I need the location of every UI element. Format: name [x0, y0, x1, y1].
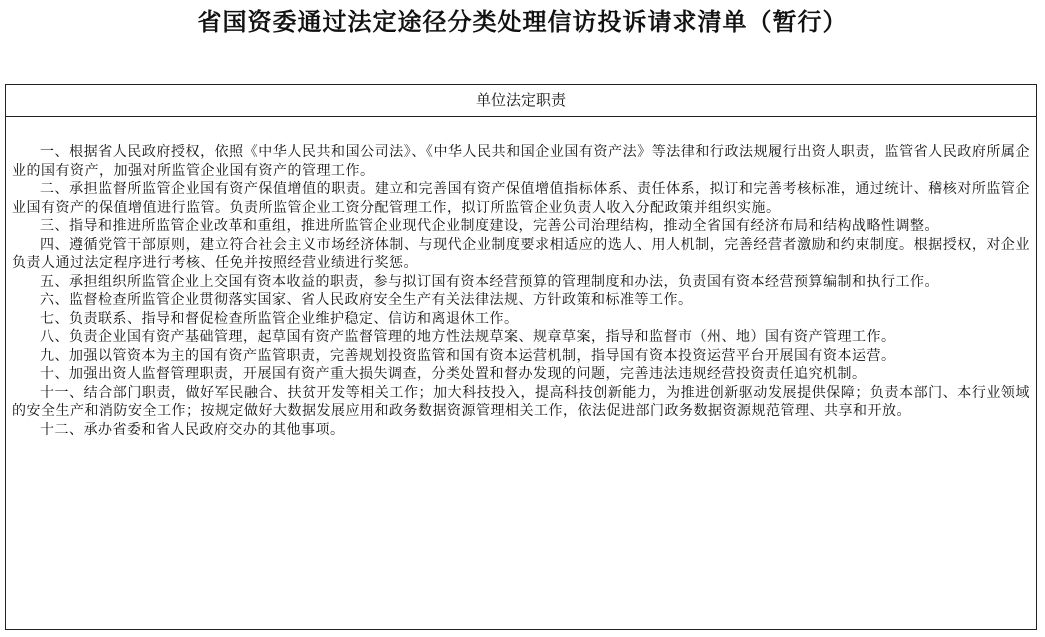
- duty-item-11: 十一、结合部门职责，做好军民融合、扶贫开发等相关工作；加大科技投入，提高科技创新能力，为推进创新驱动发展提供保障；负责本部门、本行业领域的安全生产和消防安全工作；按规定做好大数据发展应用和政务数据资源管理相关工作，依法促进部门政务数据资源规范管理、共享和开放。: [12, 384, 1030, 419]
- table-body: [6, 117, 1036, 439]
- duties-table: [5, 84, 1037, 630]
- duty-item-8: 八、负责企业国有资产基础管理，起草国有资产监督管理的地方性法规草案、规章草案，指导和监督市（州、地）国有资产管理工作。: [40, 329, 896, 345]
- duty-item-10: 十、加强出资人监督管理职责，开展国有资产重大损失调查，分类处置和督办发现的问题，完善违法违规经营投资责任追究机制。: [40, 366, 867, 382]
- duty-item-12: 十二、承办省委和省人民政府交办的其他事项。: [40, 421, 345, 438]
- duty-item-1: 一、根据省人民政府授权，依照《中华人民共和国公司法》、《中华人民共和国企业国有资产法》等法律和行政法规履行出资人职责，监管省人民政府所属企业的国有资产，加强对所监管企业国有资产的管理工作。: [12, 144, 1030, 179]
- duty-item-2: 二、承担监督所监管企业国有资产保值增值的职责。建立和完善国有资产保值增值指标体系、责任体系，拟订和完善考核标准，通过统计、稽核对所监管企业国有资产的保值增值进行监管。负责所监管企业工资分配管理工作，拟订所监管企业负责人收入分配政策并组织实施。: [12, 181, 1030, 216]
- table-header: 单位法定职责: [6, 85, 1036, 117]
- document-title: 省国资委通过法定途径分类处理信访投诉请求清单（暂行）: [197, 7, 848, 36]
- duty-item-7: 七、负责联系、指导和督促检查所监管企业维护稳定、信访和离退休工作。: [40, 310, 519, 327]
- duty-item-5: 五、承担组织所监管企业上交国有资本收益的职责，参与拟订国有资本经营预算的管理制度和办法，负责国有资本经营预算编制和执行工作。: [40, 273, 939, 290]
- duty-item-4: 四、遵循党管干部原则，建立符合社会主义市场经济体制、与现代企业制度要求相适应的选人、用人机制，完善经营者激励和约束制度。根据授权，对企业负责人通过法定程序进行考核、任免并按照经营业绩进行奖惩。: [12, 236, 1030, 271]
- duty-item-9: 九、加强以管资本为主的国有资产监管职责，完善规划投资监管和国有资本运营机制，指导国有资本投资运营平台开展国有资本运营。: [40, 347, 896, 364]
- duty-item-3: 三、指导和推进所监管企业改革和重组，推进所监管企业现代企业制度建设，完善公司治理结构，推动全省国有经济布局和结构战略性调整。: [40, 218, 939, 234]
- duty-item-6: 六、监督检查所监管企业贯彻落实国家、省人民政府安全生产有关法律法规、方针政策和标准等工作。: [40, 292, 693, 308]
